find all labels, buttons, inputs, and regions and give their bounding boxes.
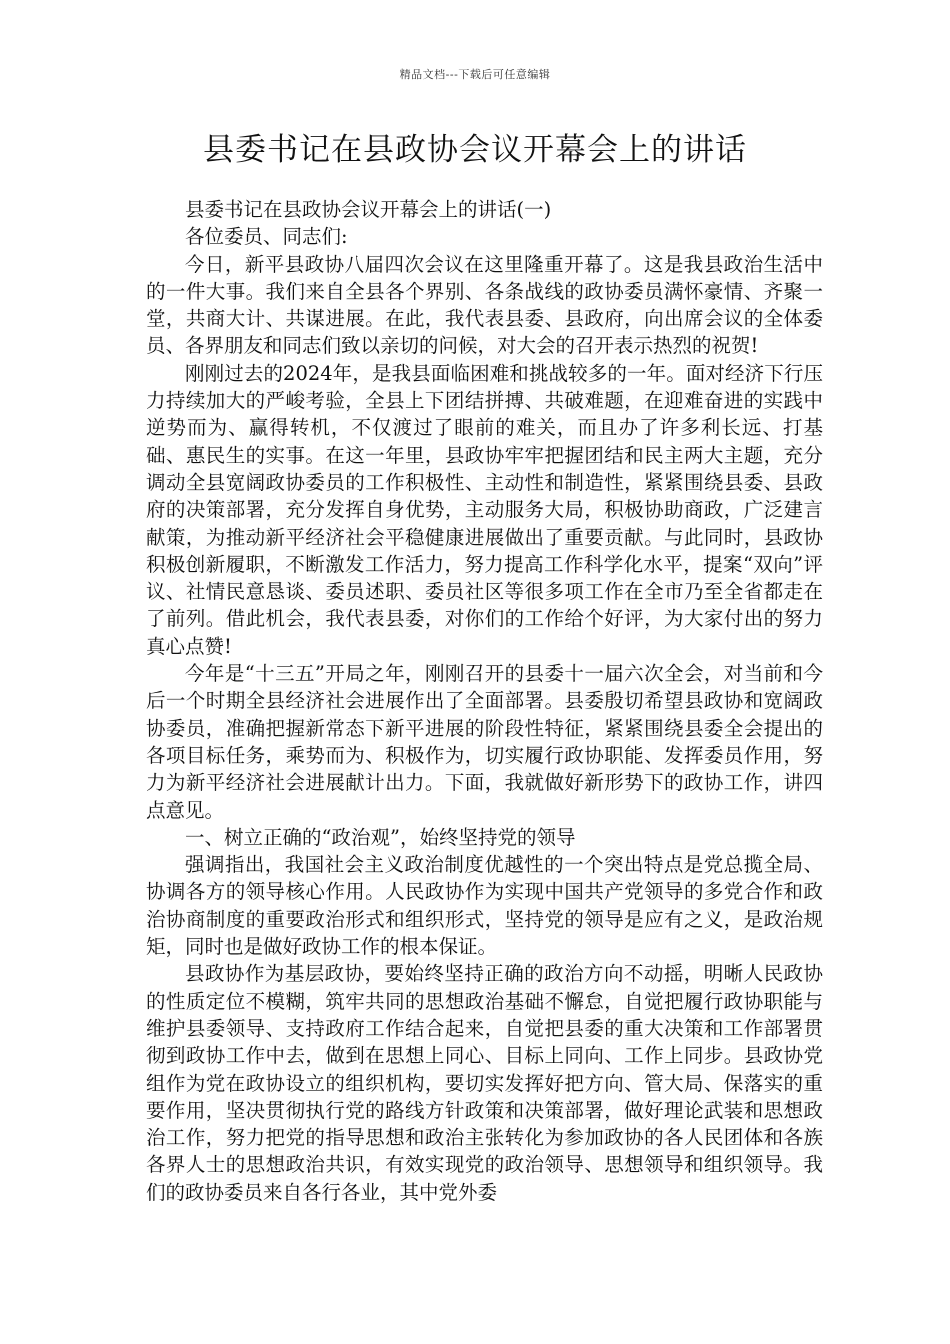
subtitle-paragraph: 县委书记在县政协会议开幕会上的讲话(一) xyxy=(185,198,552,221)
body-paragraph: 刚刚过去的2024年，是我县面临困难和挑战较多的一年。面对经济下行压力持续加大的严峻考验，全县上下团结拼搏、共破难题，在迎难奋进的实践中逆势而为、赢得转机，不仅渡过了眼前的难关，而且办了许多利长远、打基础、惠民生的实事。在这一年里，县政协牢牢把握团结和民主两大主题，充分调动全县宽阔政协委员的工作积极性、主动性和制造性，紧紧围绕县委、县政府的决策部署，充分发挥自身优势，主动服务大局，积极协助商政，广泛建言献策，为推动新平经济社会平稳健康进展做出了重要贡献。与此同时，县政协积极创新履职，不断激发工作活力，努力提高工作科学化水平，提案“双向”评议、社情民意恳谈、委员述职、委员社区等很多项工作在全市乃至全省都走在了前列。借此机会，我代表县委，对你们的工作给个好评，为大家付出的努力真心点赞! xyxy=(146,361,823,658)
document-body xyxy=(146,196,823,1206)
section-heading: 一、树立正确的“政治观”，始终坚持党的领导 xyxy=(185,825,576,849)
body-paragraph: 强调指出，我国社会主义政治制度优越性的一个突出特点是党总揽全局、协调各方的领导核心作用。人民政协作为实现中国共产党领导的多党合作和政治协商制度的重要政治形式和组织形式，坚持党的领导是应有之义，是政治规矩，同时也是做好政协工作的根本保证。 xyxy=(146,853,823,959)
salutation-paragraph: 各位委员、同志们: xyxy=(185,225,348,249)
body-paragraph: 今日，新平县政协八届四次会议在这里隆重开幕了。这是我县政治生活中的一件大事。我们来自全县各个界别、各条战线的政协委员满怀豪情、齐聚一堂，共商大计、共谋进展。在此，我代表县委、县政府，向出席会议的全体委员、各界朋友和同志们致以亲切的问候，对大会的召开表示热烈的祝贺! xyxy=(146,252,823,358)
page-header-note: 精品文档---下载后可任意编辑 xyxy=(399,68,551,81)
body-paragraph: 县政协作为基层政协，要始终坚持正确的政治方向不动摇，明晰人民政协的性质定位不模糊，筑牢共同的思想政治基础不懈怠，自觉把履行政协职能与维护县委领导、支持政府工作结合起来，自觉把县委的重大决策和工作部署贯彻到政协工作中去，做到在思想上同心、目标上同向、工作上同步。县政协党组作为党在政协设立的组织机构，要切实发挥好把方向、管大局、保落实的重要作用，坚决贯彻执行党的路线方针政策和决策部署，做好理论武装和思想政治工作，努力把党的指导思想和政治主张转化为参加政协的各人民团体和各族各界人士的思想政治共识，有效实现党的政治领导、思想领导和组织领导。我们的政协委员来自各行各业，其中党外委 xyxy=(146,962,823,1204)
body-paragraph: 今年是“十三五”开局之年，刚刚召开的县委十一届六次全会，对当前和今后一个时期全县经济社会进展作出了全面部署。县委殷切希望县政协和宽阔政协委员，准确把握新常态下新平进展的阶段性特征，紧紧围绕县委全会提出的各项目标任务，乘势而为、积极作为，切实履行政协职能、发挥委员作用，努力为新平经济社会进展献计出力。下面，我就做好新形势下的政协工作，讲四点意见。 xyxy=(146,662,823,822)
document-title: 县委书记在县政协会议开幕会上的讲话 xyxy=(203,132,747,168)
